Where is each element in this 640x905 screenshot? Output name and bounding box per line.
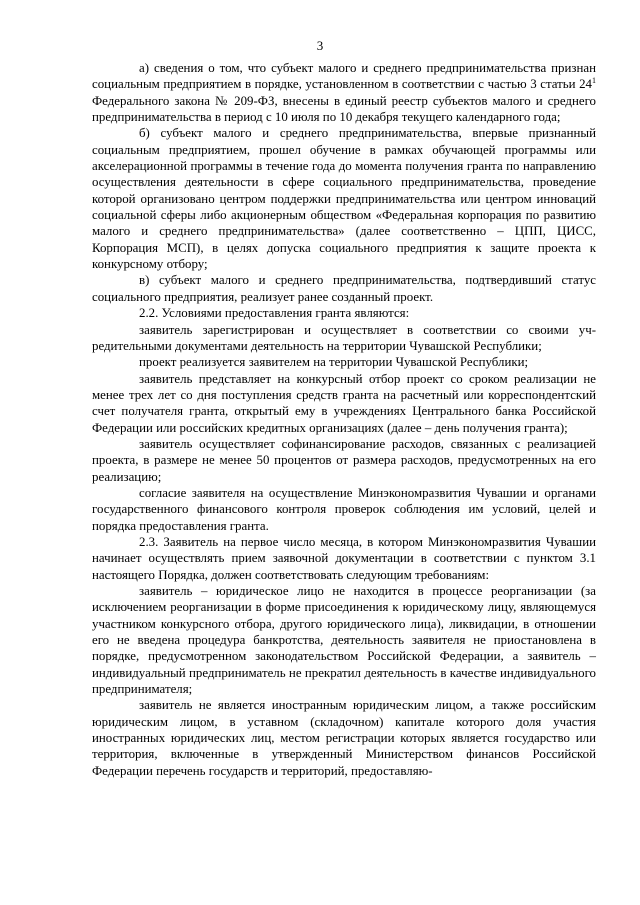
document-body: [92, 60, 596, 779]
paragraph-a: [92, 60, 596, 125]
requirement-no-reorganization: заявитель – юридическое лицо не находится в процессе реорганизации (за исключением реорганизации в форме присоединения к юридическому лицу, являющемуся участником конкурсного отбора, другого юридического лица), ликвидации, в отношении его не введена процедура банкротства, деятельность заявителя не приостановлена в порядке, предусмотренном законодательством Российской Федерации, а заявитель – индивидуальный предприниматель не прекратил деятельность в качестве индивидуального предпринимателя;: [92, 584, 596, 697]
superscript-article-index: 1: [592, 76, 596, 86]
page-number: 3: [316, 38, 324, 53]
condition-consent: согласие заявителя на осуществление Минэкономразвития Чувашии и органами государственного финансового контроля проверок соблюдения им условий, целей и порядка предоставления гранта.: [92, 485, 596, 533]
condition-project-territory: проект реализуется заявителем на территории Чувашской Республики;: [139, 355, 529, 370]
paragraph-v: в) субъект малого и среднего предпринимательства, подтвердивший статус социального предприятия, реализует ранее созданный проект.: [92, 273, 596, 304]
paragraph-a-text-continued: Федерального закона № 209-ФЗ, внесены в единый реестр субъектов малого и среднего предпринимательства в период с 10 июля по 10 декабря текущего календарного года;: [92, 93, 596, 125]
condition-registration: заявитель зарегистрирован и осуществляет в соответствии со своими учредительными документами деятельность на территории Чувашской Республики;: [92, 322, 596, 353]
condition-cofinancing: заявитель осуществляет софинансирование расходов, связанных с реализацией проекта, в размере не менее 50 процентов от размера расходов, предусмотренных на его реализацию;: [92, 436, 596, 484]
condition-project-term: заявитель представляет на конкурсный отбор проект со сроком реализации не менее трех лет со дня поступления средств гранта на расчетный или корреспондентский счет получателя гранта, открытый ему в учреждениях Центрального банка Российской Федерации или российских кредитных организациях (далее – день получения гранта);: [92, 371, 596, 435]
section-2-2-heading: 2.2. Условиями предоставления гранта являются:: [139, 306, 410, 321]
section-2-3-paragraph: 2.3. Заявитель на первое число месяца, в котором Минэкономразвития Чувашии начинает осуществлять прием заявочной документации в соответствии с пунктом 3.1 настоящего Порядка, должен соответствовать следующим требованиям:: [92, 534, 596, 582]
requirement-not-foreign: заявитель не является иностранным юридическим лицом, а также российским юридическим лицом, в уставном (складочном) капитале которого доля участия иностранных юридических лиц, местом регистрации которых является государство или территория, включенные в утвержденный Министерством финансов Российской Федерации перечень государств и территорий, предоставляю-: [92, 698, 596, 778]
paragraph-a-text: а) сведения о том, что субъект малого и среднего предпринимательства признан социальным предприятием в порядке, установленном в соответствии с частью 3 статьи 24: [92, 61, 596, 92]
paragraph-b: б) субъект малого и среднего предпринимательства, впервые признанный социальным предприятием, прошел обучение в рамках обучающей программы или акселерационной программы в течение года до момента получения гранта по направлению осуществления деятельности в сфере социального предпринимательства, проведение которой организовано центром поддержки предпринимательства или центром инноваций социальной сферы либо акционерным обществом «Федеральная корпорация по развитию малого и среднего предпринимательства» (далее соответственно – ЦПП, ЦИСС, Корпорация МСП), в целях допуска социального предприятия к защите проекта к конкурсному отбору;: [92, 126, 596, 272]
